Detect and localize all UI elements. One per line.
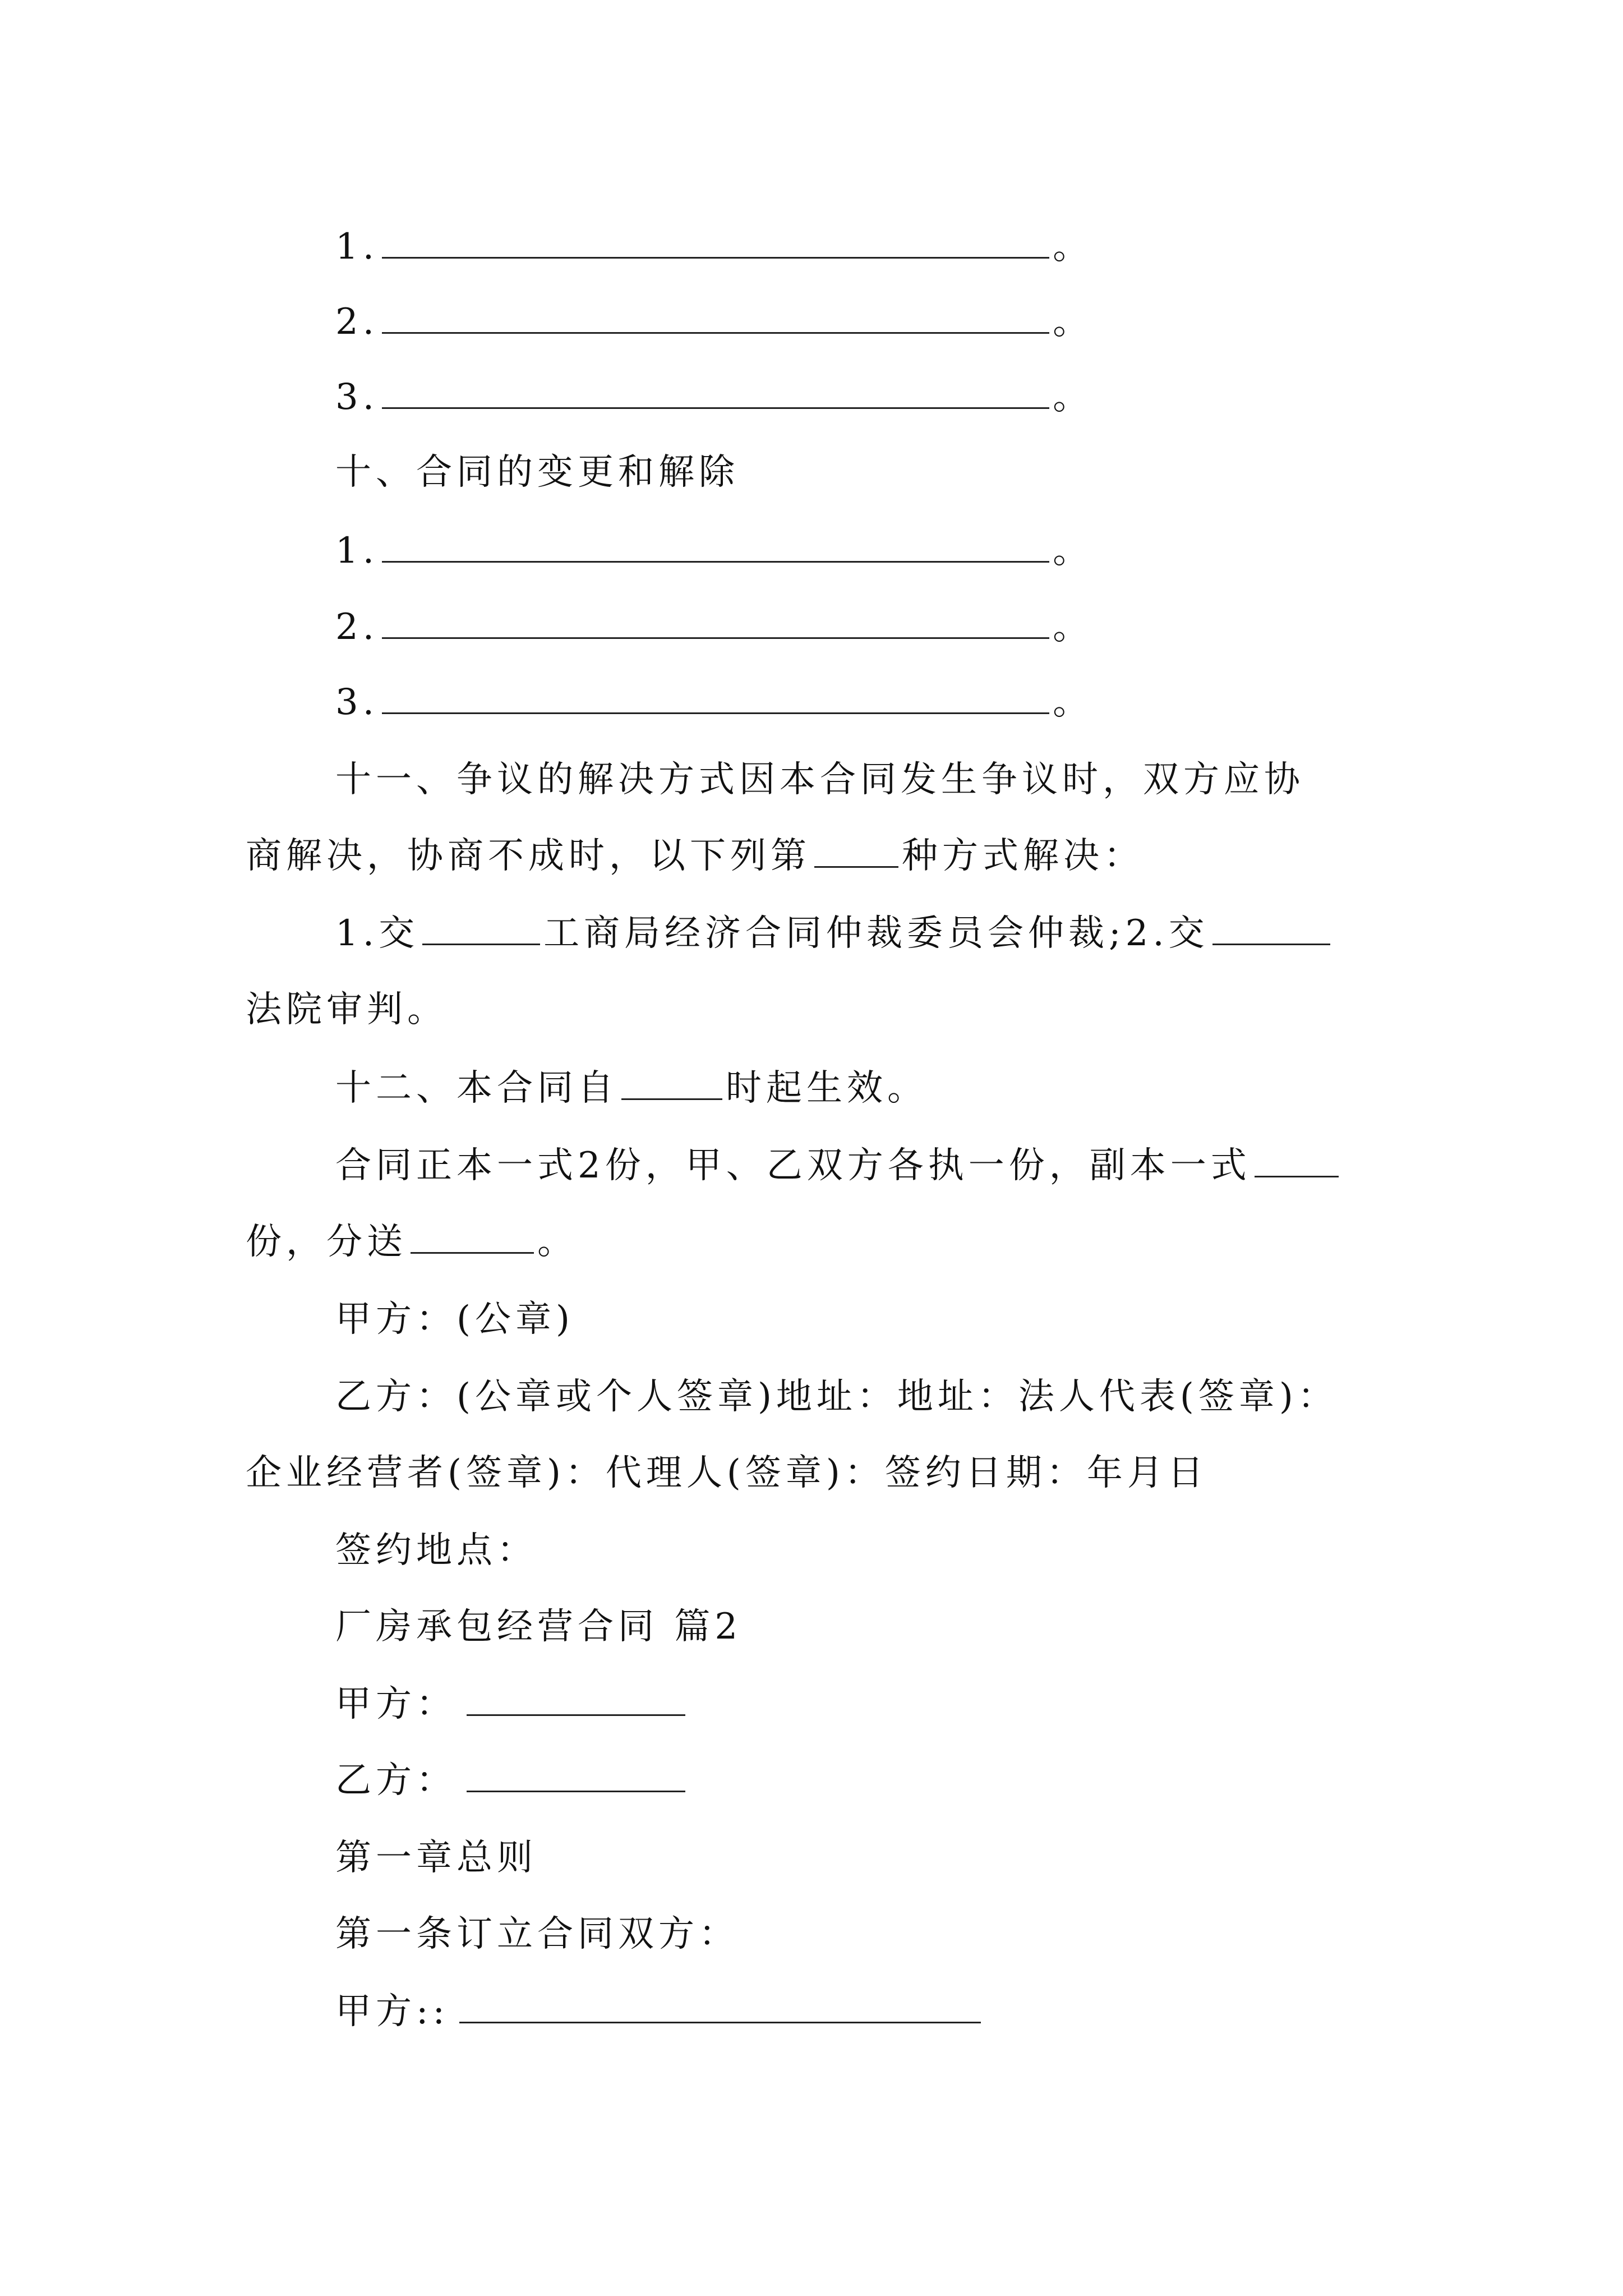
text: 工商局经济合同仲裁委员会仲裁;2.交	[543, 913, 1209, 954]
copies-line-1	[335, 1137, 1513, 1195]
fill-blank	[459, 1990, 981, 2023]
fill-blank	[382, 226, 1049, 259]
party-a-line	[335, 1675, 1513, 1733]
list-item	[335, 522, 1513, 580]
section-12	[335, 1059, 1513, 1117]
period: 。	[1053, 530, 1094, 572]
text: 乙方：	[335, 1760, 457, 1801]
list-item	[335, 368, 1513, 426]
article-1: 第一条订立合同双方：	[335, 1913, 739, 1955]
fill-blank	[382, 376, 1049, 409]
fill-blank	[382, 530, 1049, 563]
text: 十二、本合同自	[335, 1068, 618, 1109]
sign-place: 签约地点：	[335, 1530, 537, 1571]
item-number: 2.	[335, 606, 379, 648]
item-number: 1.	[335, 226, 379, 268]
section-heading-10: 十、合同的变更和解除	[335, 452, 739, 493]
fill-blank	[467, 1759, 685, 1792]
text: 种方式解决：	[902, 835, 1144, 877]
text: 合同正本一式2份，甲、乙双方各执一份，副本一式	[335, 1145, 1251, 1186]
text: 甲方::	[335, 1991, 450, 2032]
party-b-line	[335, 1751, 1513, 1810]
item-number: 2.	[335, 301, 379, 343]
contract-title-2: 厂房承包经营合同 篇2	[335, 1606, 743, 1648]
section-11-line-4: 法院审判。	[246, 989, 448, 1030]
text: 时起生效。	[726, 1068, 928, 1109]
section-11-line-2	[246, 827, 1423, 885]
fill-blank	[1212, 912, 1330, 945]
signers-line: 企业经营者(签章)：代理人(签章)：签约日期：年月日	[246, 1452, 1208, 1494]
party-a-line-2	[335, 1982, 1513, 2041]
list-item	[335, 598, 1513, 656]
period: 。	[1053, 301, 1094, 343]
period: 。	[1053, 682, 1094, 723]
item-number: 1.	[335, 530, 379, 572]
period: 。	[1053, 606, 1094, 648]
list-item	[335, 293, 1513, 351]
list-item	[335, 673, 1513, 731]
fill-blank	[422, 912, 540, 945]
fill-blank	[621, 1067, 722, 1100]
fill-blank	[814, 835, 898, 868]
item-number: 3.	[335, 376, 379, 418]
fill-blank	[382, 606, 1049, 639]
period: 。	[1053, 226, 1094, 268]
fill-blank	[382, 301, 1049, 334]
party-b-seal: 乙方：(公章或个人签章)地址：地址：法人代表(签章)：	[335, 1376, 1338, 1418]
text: 商解决，协商不成时，以下列第	[246, 835, 811, 877]
fill-blank	[467, 1683, 685, 1716]
copies-line-2	[246, 1213, 1423, 1271]
text: 。	[537, 1221, 578, 1263]
fill-blank	[411, 1221, 534, 1254]
list-item	[335, 218, 1513, 276]
text: 份，分送	[246, 1221, 407, 1263]
text: 1.交	[335, 913, 419, 954]
text: 甲方：	[335, 1683, 457, 1725]
party-a-seal: 甲方：(公章)	[335, 1299, 574, 1340]
section-11-line-1: 十一、争议的解决方式因本合同发生争议时，双方应协	[335, 759, 1304, 800]
section-11-line-3	[335, 904, 1513, 963]
item-number: 3.	[335, 682, 379, 723]
fill-blank	[382, 681, 1049, 714]
chapter-heading: 第一章总则	[335, 1837, 537, 1879]
period: 。	[1053, 376, 1094, 418]
fill-blank	[1255, 1144, 1339, 1177]
